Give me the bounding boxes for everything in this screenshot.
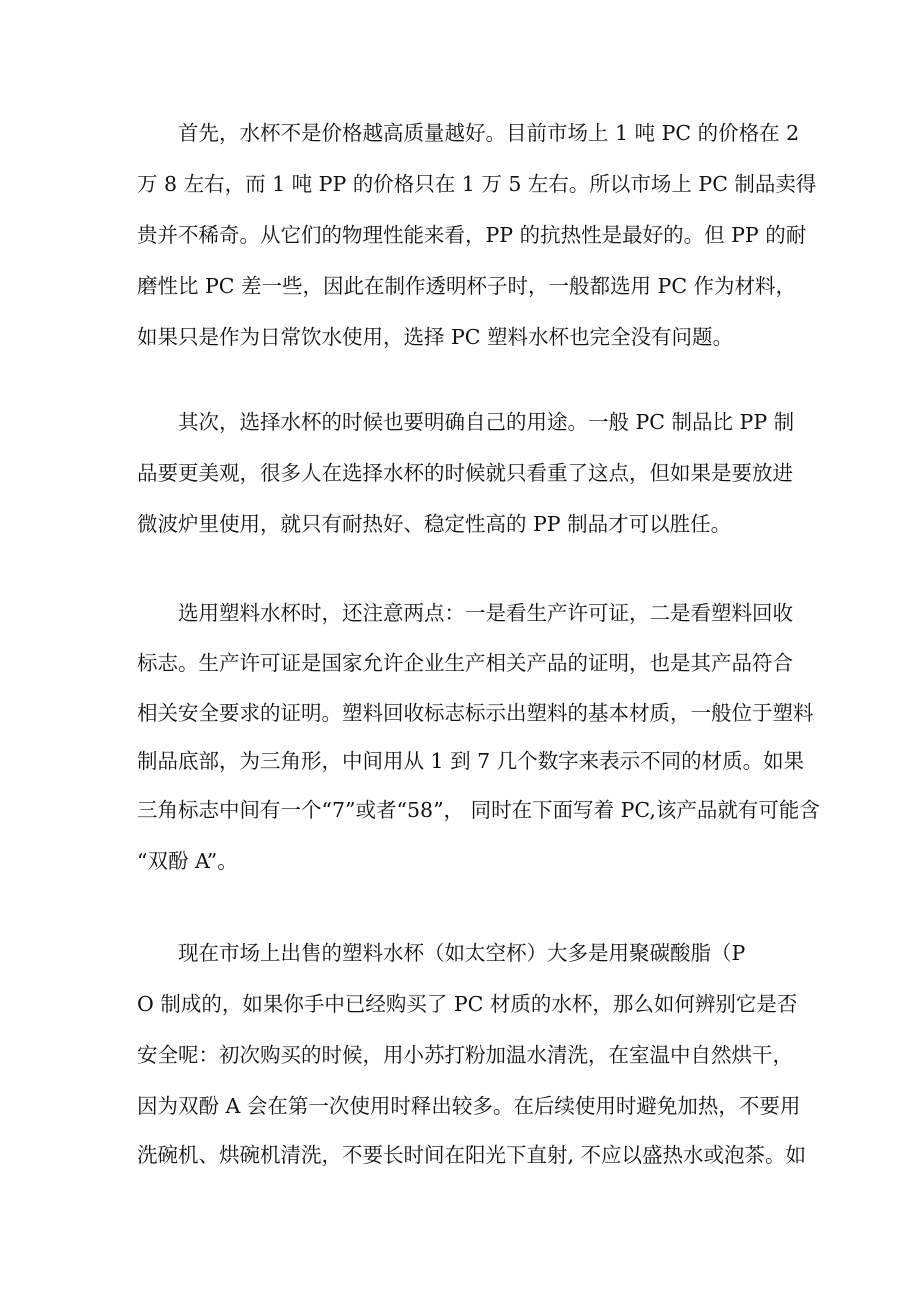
text-line: 如果只是作为日常饮水使用，选择 PC 塑料水杯也完全没有问题。 [137,325,734,349]
text-line: 现在市场上出售的塑料水杯（如太空杯）大多是用聚碳酸脂（P [178,941,746,965]
text-line: 贵并不稀奇。从它们的物理性能来看，PP 的抗热性是最好的。但 PP 的耐 [137,223,807,247]
text-line: 万 8 左右，而 1 吨 PP 的价格只在 1 万 5 左右。所以市场上 PC 制品卖得 [137,172,817,196]
text-line: 品要更美观，很多人在选择水杯的时候就只看重了这点，但如果是要放进 [137,461,793,485]
text-line: 标志。生产许可证是国家允许企业生产相关产品的证明，也是其产品符合 [137,651,793,675]
text-line: 微波炉里使用，就只有耐热好、稳定性高的 PP 制品才可以胜任。 [137,512,732,536]
text-line: 因为双酚 A 会在第一次使用时释出较多。在后续使用时避免加热，不要用 [137,1094,801,1118]
text-line: 其次，选择水杯的时候也要明确自己的用途。一般 PC 制品比 PP 制 [178,410,795,434]
text-line: “双酚 A”。 [137,849,238,873]
text-line: 相关安全要求的证明。塑料回收标志标示出塑料的基本材质，一般位于塑料 [137,701,814,725]
text-line: 磨性比 PC 差一些，因此在制作透明杯子时，一般都选用 PC 作为材料， [137,274,797,298]
text-line: 洗碗机、烘碗机清洗，不要长时间在阳光下直射, 不应以盛热水或泡茶。如 [137,1143,807,1167]
text-line: 选用塑料水杯时，还注意两点：一是看生产许可证，二是看塑料回收 [178,601,793,625]
text-line: 制品底部，为三角形，中间用从 1 到 7 几个数字来表示不同的材质。如果 [137,749,805,773]
text-line: 首先，水杯不是价格越高质量越好。目前市场上 1 吨 PC 的价格在 2 [178,121,800,145]
text-line: 安全呢：初次购买的时候，用小苏打粉加温水清洗，在室温中自然烘干， [137,1043,793,1067]
text-line: O 制成的，如果你手中已经购买了 PC 材质的水杯，那么如何辨别它是否 [137,992,798,1016]
text-line: 三角标志中间有一个“7”或者“58”， 同时在下面写着 PC,该产品就有可能含 [137,798,820,822]
